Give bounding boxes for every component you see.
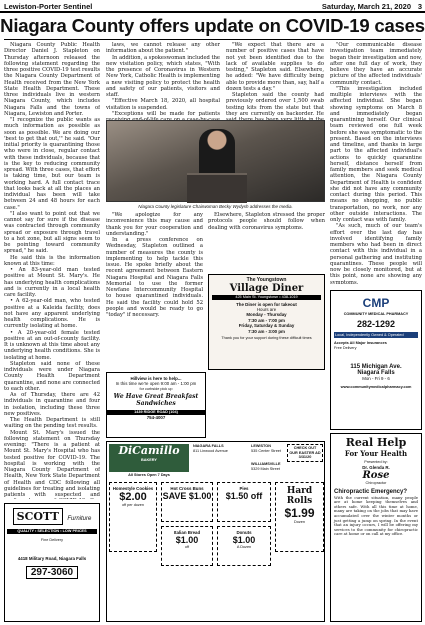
diner-name: Village Diner — [229, 283, 304, 294]
paragraph: "As such, much of our team's effort over the last day has involved identifying family members who had been in direct contact with this individual in a personal gathering and instituting quarantines. These people will now be closely monitored, but at this point, none are showing any symptoms. — [330, 223, 422, 284]
coupon-title: Hard Rolls — [286, 486, 313, 506]
paragraph: Stapleton said the county had previously ordered over 1,500 swab testing kits from the state but that they are currently on backorder. He — [226, 92, 324, 117]
paragraph: The Health Department is still waiting on the pending test results. — [4, 417, 100, 430]
paragraph: "I recognize the public wants as much information as possible as soon as possible. We are doing our 'best to get that out,'" he said. "Our initial priority is quarantining those who were in close, regular contact with these individuals, because that is the key to reducing community spread. With three cases, that effort is taking time, but our team is working hard. A full contact trace that looks back at all the places an individual has been will take between 24 and 48 hours for each case." — [4, 117, 100, 211]
article-photo — [106, 120, 325, 202]
cmp-pharmacy-ad — [330, 290, 422, 430]
real-help-ad — [330, 433, 422, 622]
cmp-website: www.communitymedicalpharmacy.com — [340, 384, 412, 389]
real-help-heading: Chiropractic Emergency? — [334, 488, 408, 495]
paragraph: • A 20-year-old female tested positive at an out-of-county facility. It is unknown at this time about any underlying health conditions. She is isolating at home. — [4, 329, 100, 361]
dicamillo-name: DiCamillo — [118, 444, 180, 457]
coupon-donuts[interactable] — [217, 526, 271, 566]
coupon-price: $1.50 off — [225, 491, 263, 502]
paragraph: Mount St. Mary's issued the following statement on Thursday evening: "There is a patient at Mount St. Mary's Hospital who has tested positive for COVID-19. The hospital is working with the Niagara County Department of Health, New York State Department of Health and CDC following all guidelines for treating and isolating patients with suspected and — [4, 429, 100, 498]
scott-logo: SCOTT — [13, 508, 63, 525]
coupon-price: SAVE $1.00 — [162, 491, 212, 502]
paragraph: "We apologize for any inconvenience this may cause and thank you for your cooperation and understanding." — [106, 212, 203, 237]
coupon-hard-rolls[interactable] — [275, 482, 324, 552]
dicamillo-hours: All Stores Open 7 Days — [128, 473, 170, 477]
dicamillo-sub: BAKERY — [141, 458, 157, 462]
scott-phone: 297-3060 — [26, 566, 78, 579]
diner-line: 7:30 am - 7:00 pm — [248, 317, 285, 323]
location-address: 5329 Main Street — [251, 466, 280, 471]
hillview-ad — [106, 372, 206, 438]
coupon-unit: A Dozen — [236, 545, 252, 550]
scott-furniture-ad — [4, 503, 100, 622]
issue-date: Saturday, March 21, 2020 — [321, 2, 411, 11]
doctor-name: Dr. Glenda R. — [362, 464, 390, 470]
coupon-hot-cross-buns[interactable] — [161, 482, 213, 522]
cmp-line: Niagara Falls — [357, 370, 395, 377]
diner-line: Thank you for your support during these difficult times — [221, 336, 312, 341]
scott-tagline: QUALITY • SELECTION • LOW PRICES — [7, 529, 97, 534]
headline-rule — [4, 39, 421, 40]
cmp-subtitle: COMMUNITY MEDICAL PHARMACY — [343, 312, 409, 316]
paragraph: "Effective March 18, 2020, all hospital visitation is suspended. — [106, 98, 220, 111]
article-column-3 — [226, 42, 324, 122]
cmp-line: 115 Michigan Ave. — [350, 364, 402, 371]
real-help-subtitle: For Your Health — [344, 449, 408, 458]
coupon-title: Hot Cross Buns — [170, 486, 204, 491]
coupon-title: Pies — [239, 486, 249, 491]
diner-line: 7:30 am - 3:00 pm — [248, 328, 285, 334]
real-help-title: Real Help — [345, 436, 407, 449]
paragraph: laws, we cannot release any other information about the patient." — [106, 42, 220, 55]
coupon-price: $1.99 — [284, 506, 315, 520]
cmp-line: Local, Independently Owned & Operated — [334, 332, 418, 339]
paragraph: In a press conference on Wednesday, Stapleton outlined a number of measures the county is implementing to help tackle this issue. He spoke briefly about the recent agreement between Eastern Niagara Hospital and Niagara Falls Memorial to use the former Newfane Intercommunity Hospital to house quarantined individuals. He said the facility could hold 52 people and would be ready to go "today" if necessary. — [106, 237, 203, 318]
coupon-title: Italian Bread — [173, 530, 201, 535]
podium-icon — [187, 173, 247, 203]
paragraph: "Our communicable disease investigation team immediately began their investigation and now, after one full day of work, they believe they have an accurate picture of the affected individuals' community contact. — [330, 42, 422, 86]
doctor-role: Chiropractor — [365, 481, 387, 485]
paragraph: "We expect that there are a number of positive cases that have not yet been identified due to the lack of available supplies to do testing," Stapleton said. Elsewhere, he added: "We have difficulty being able to provide more than, say, half a dozen tests a day." — [226, 42, 324, 92]
article-column-4 — [330, 42, 422, 284]
article-column-3-continued — [208, 212, 325, 272]
article-column-1 — [4, 42, 100, 499]
coupon-unit: off — [184, 545, 190, 550]
coupon-unit: off per dozen — [121, 503, 145, 508]
diner-line: Friday, Saturday & Sunday — [238, 323, 295, 329]
paragraph: • An 83-year-old man tested positive at Mount St. Mary's. He has underlying health complications and is currently in a local health care facility. — [4, 267, 100, 298]
paragraph: Elsewhere, Stapleton stressed the proper protocols people should follow when dealing with coronavirus symptoms. — [208, 212, 325, 231]
location-address: 811 Linwood Avenue — [193, 448, 228, 453]
hillview-note: for curbside pick up — [139, 386, 173, 391]
article-headline: Niagara County offers update on COVID-19 cases — [0, 15, 425, 36]
cmp-line: Free Delivery — [334, 345, 357, 350]
diner-address: 425 Main St. Youngstown • 438-1019 — [212, 295, 321, 300]
article-column-2-continued — [106, 212, 203, 357]
coupon-price: $1.00 — [175, 535, 199, 546]
hillview-address: 1439 RIDGE ROAD (104) — [107, 410, 205, 415]
paragraph: In addition, a spokeswoman included the new visitation policy, which states, "With the presence of Coronavirus in Western New York, Catholic Health is implementing a new visiting policy to protect the health and safety of our patients, visitors and staff. — [106, 54, 220, 98]
location-name: WILLIAMSVILLE — [251, 462, 281, 466]
easter-ad-note: CHECK OUT OUR EASTER AD 3/31/20 — [287, 444, 323, 462]
paragraph: Stapleton said none of these individuals were under Niagara County Health Department quarantine, and none are connected to each other. — [4, 360, 100, 392]
coupon-title: Homestyle Cookies — [112, 486, 154, 491]
scott-sub: Furniture — [67, 516, 92, 522]
paragraph: "This investigation included multiple interviews with the affected individual. She began showing symptoms on March 8 and immediately began quarantining herself. Our clinical team reviewed one full week before she was symptomatic to the present. Based on the interviews and timeline, and thanks in large part to the affected individual's actions to quickly quarantine herself, distance herself from family members and seek medical attention, the Niagara County Department of Health is confident she did not have any community contact during this period. This means no shopping, no public transportation, no work, nor any other outside interactions. The only contact was with family. — [330, 85, 422, 223]
location-name: NIAGARA FALLS — [193, 444, 224, 448]
diner-line: The Diner is open for takeout — [236, 301, 297, 307]
photo-caption: Niagara County legislature Chairwoman Becky Wydysh addresses the media. — [138, 204, 293, 209]
cmp-logo: CMP — [362, 296, 390, 310]
presented-by: Presented by: — [364, 460, 388, 464]
paragraph: He said this is the information known at this time: — [4, 254, 100, 267]
paragraph: "Exceptions will be made for patients — [112, 110, 220, 117]
coupon-unit: Dozen — [294, 520, 305, 524]
diner-brand: The Youngstown — [246, 277, 287, 283]
coupon-price: $2.00 — [119, 491, 147, 504]
doctor-surname: Rose — [362, 470, 390, 481]
cmp-line: Mon - Fri 9 - 6 — [362, 376, 390, 382]
paragraph: "I also want to point out that we cannot say for sure if the disease was contracted through community spread or exposure through travel to a hot zone, but all signs seem to be pointing toward community spread," he said. — [4, 210, 100, 255]
hillview-hours: In this time we're open 9:00 am - 1:00 pm — [115, 381, 197, 387]
dicamillo-logo — [109, 444, 189, 472]
scott-place: Fine Delivery — [40, 537, 64, 542]
diner-line: Hours are — [256, 307, 277, 312]
village-diner-ad — [208, 274, 325, 370]
dicamillo-bakery-ad — [106, 441, 325, 622]
location-niagara-falls — [193, 444, 247, 453]
paragraph: As of Thursday, there are 42 individuals in quarantine and four in isolation, including these three new positives. — [4, 392, 100, 417]
hillview-title: Hillview is here to help... — [130, 376, 182, 381]
coupon-cookies[interactable] — [109, 482, 157, 552]
location-name: LEWISTON — [251, 444, 271, 448]
page-number: 3 — [417, 2, 422, 11]
real-help-body: With the current situation, many people are at home keeping themselves and others safe. With all this time at home, many are taking on the jobs that may have accumulated over the winter months or just getting a jump on spring. In the event that an injury occurs, I will be offering my services to the community for chiropractic care at home or on call at my office. — [334, 494, 418, 537]
cmp-phone: 282-1292 — [356, 318, 396, 329]
paragraph: • A 62-year-old man, who tested positive at a Kaleida facility, does not have any apparent underlying health complications. He is currently isolating at home. — [4, 298, 100, 330]
publication-name: Lewiston-Porter Sentinel — [4, 2, 93, 11]
hillview-headline: We Have Great Breakfast Sandwiches — [113, 393, 199, 408]
location-williamsville — [251, 462, 303, 471]
coupon-pies[interactable] — [217, 482, 271, 522]
coupon-italian-bread[interactable] — [161, 526, 213, 566]
coupon-price: $1.00 — [232, 535, 256, 546]
hillview-phone: 754-4007 — [146, 415, 166, 420]
cmp-line: Accepts All Major Insurances — [334, 341, 387, 346]
coupon-title: Donuts — [236, 530, 252, 535]
paragraph: Niagara County Public Health Director Daniel J. Stapleton on Thursday afternoon released the following statement regarding the three positive COVID-19 test results the Niagara County Department of Health received from the New York State Health Department. These three individuals live in western Niagara County, which includes Niagara Falls and the towns of Niagara, Lewiston and Porter. — [4, 42, 100, 117]
location-address: 535 Center Street — [251, 448, 281, 453]
scott-address: 4418 Military Road, Niagara Falls — [17, 556, 87, 562]
diner-line: Monday - Thursday — [246, 312, 287, 318]
page-header — [0, 0, 425, 13]
